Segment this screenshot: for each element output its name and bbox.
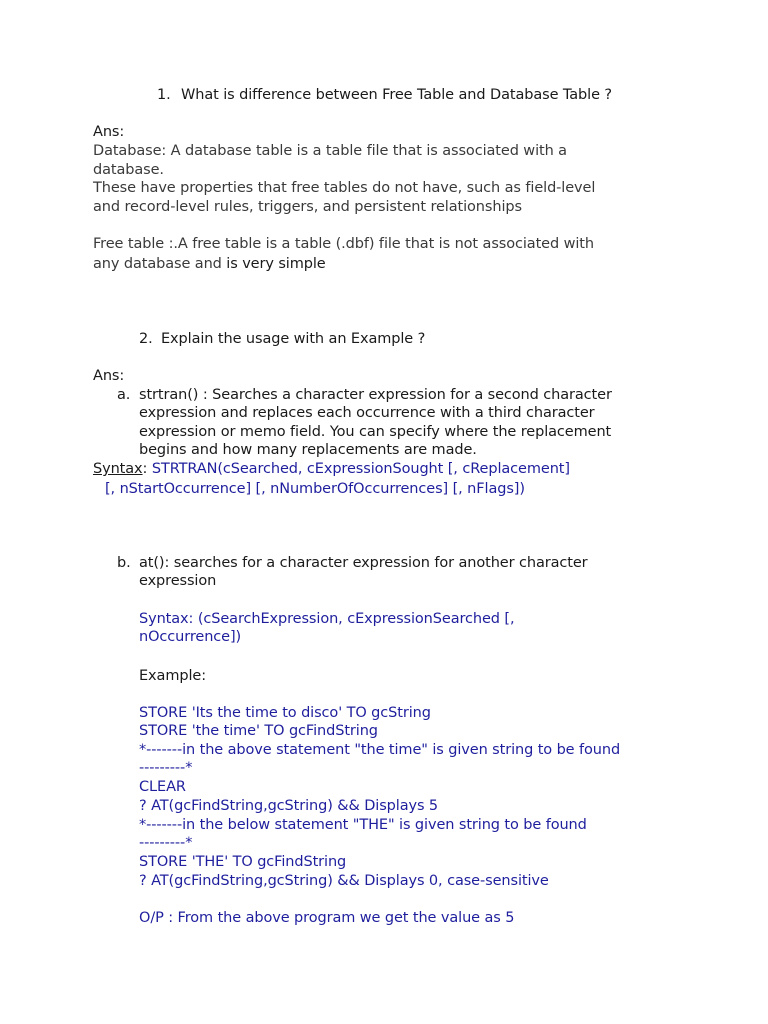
q2-example-label: Example: bbox=[139, 668, 206, 684]
code-line: STORE 'the time' TO gcFindString bbox=[139, 723, 378, 739]
q2-syntax-strtran: STRTRAN(cSearched, cExpressionSought [, cReplacement] bbox=[151, 461, 570, 477]
q1-question: What is difference between Free Table and Database Table ? bbox=[181, 87, 612, 103]
q2-item-a-line-1: strtran() : Searches a character expression for a second character bbox=[139, 387, 612, 403]
code-line: ? AT(gcFindString,gcString) && Displays 5 bbox=[139, 798, 439, 814]
q2-item-a-line-4: begins and how many replacements are made. bbox=[139, 442, 477, 458]
q1-free-table-line-1: Free table :.A free table is a table (.dbf) file that is not associated with bbox=[93, 236, 594, 252]
code-line: CLEAR bbox=[139, 779, 186, 795]
q2-item-b-marker: b. bbox=[117, 555, 131, 571]
code-line: STORE 'THE' TO gcFindString bbox=[139, 854, 347, 870]
q2-syntax-label: Syntax bbox=[93, 461, 143, 477]
q2-item-b-line-2: expression bbox=[139, 573, 217, 589]
q2-syntax-colon: : bbox=[142, 461, 152, 477]
q1-free-table-line-2 bbox=[93, 255, 326, 274]
q2-item-a-line-3: expression or memo field. You can specify where the replacement bbox=[139, 424, 612, 440]
q2-number: 2. bbox=[139, 331, 153, 347]
code-line: *-------in the below statement "THE" is given string to be found bbox=[139, 817, 587, 833]
code-line: ? AT(gcFindString,gcString) && Displays 0, case-sensitive bbox=[139, 873, 549, 889]
q1-database-line-3: These have properties that free tables do not have, such as field-level bbox=[93, 180, 596, 196]
q1-ans-label: Ans: bbox=[93, 124, 125, 140]
q2-item-a-line-2: expression and replaces each occurrence with a third character bbox=[139, 405, 595, 421]
code-line: ---------* bbox=[139, 835, 193, 851]
code-line: STORE 'Its the time to disco' TO gcString bbox=[139, 705, 431, 721]
q2-b-syntax-line-2: nOccurrence]) bbox=[139, 629, 242, 645]
q1-database-line-2: database. bbox=[93, 162, 164, 178]
q1-free-table-text: any database and bbox=[93, 256, 227, 272]
q2-ans-label: Ans: bbox=[93, 368, 125, 384]
q2-syntax-line-2: [, nStartOccurrence] [, nNumberOfOccurrences] [, nFlags]) bbox=[105, 481, 525, 497]
q1-free-table-emphasis: is very simple bbox=[226, 256, 326, 272]
q2-output-line: O/P : From the above program we get the value as 5 bbox=[139, 910, 515, 926]
q1-number: 1. bbox=[157, 87, 171, 103]
q2-b-syntax-line-1: Syntax: (cSearchExpression, cExpressionSearched [, bbox=[139, 611, 515, 627]
code-line: ---------* bbox=[139, 760, 193, 776]
q2-question: Explain the usage with an Example ? bbox=[161, 331, 426, 347]
q1-database-line-1: Database: A database table is a table file that is associated with a bbox=[93, 143, 567, 159]
q2-item-b-line-1: at(): searches for a character expression for another character bbox=[139, 555, 588, 571]
q2-syntax-line-1 bbox=[93, 460, 570, 479]
q2-item-a-marker: a. bbox=[117, 387, 131, 403]
code-line: *-------in the above statement "the time" is given string to be found bbox=[139, 742, 621, 758]
q1-database-line-4: and record-level rules, triggers, and persistent relationships bbox=[93, 199, 522, 215]
